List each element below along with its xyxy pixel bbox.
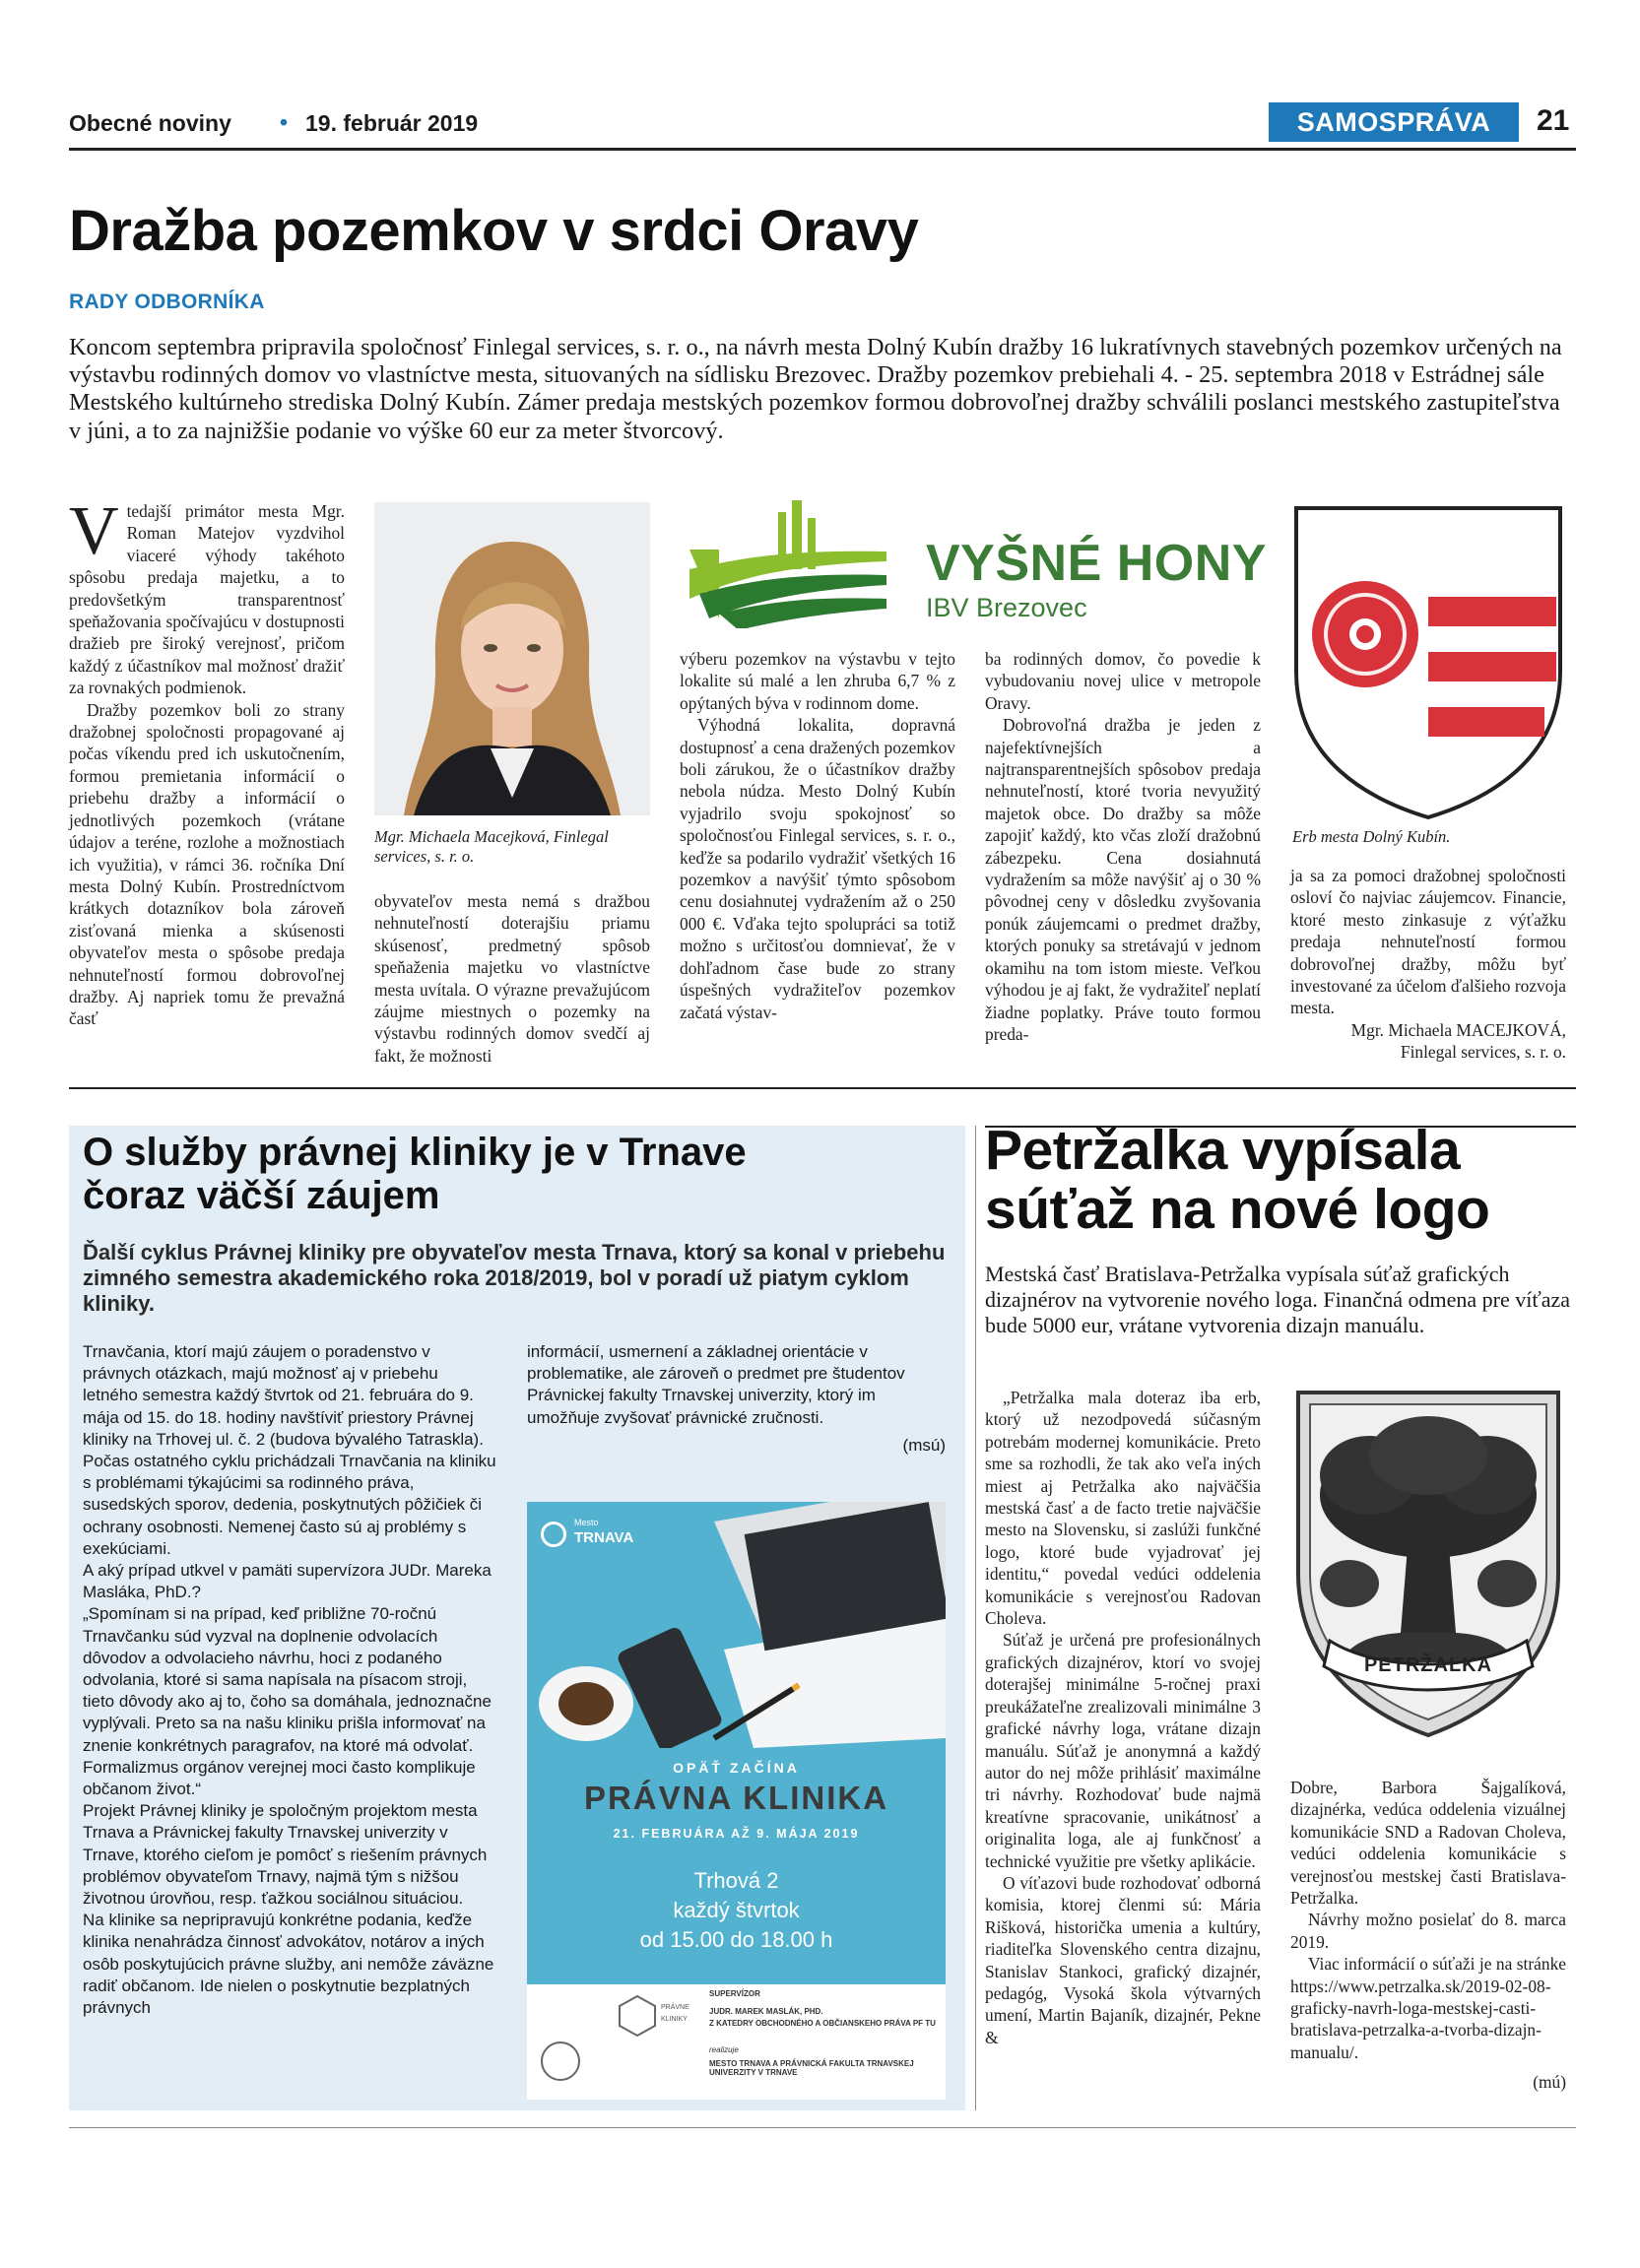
article2-signature: (msú)	[902, 1435, 946, 1455]
poster-realizuje: MESTO TRNAVA A PRÁVNICKÁ FAKULTA TRNAVSKEJ UNIVERZITY V TRNAVE	[709, 2059, 914, 2077]
petrzalka-crest	[1290, 1387, 1566, 1741]
article1-col5-p1: ja sa za pomoci dražobnej spoločnosti osloví čo najviac záujemcov. Financie, ktoré mesto zinkasuje z výťažku predaja nehnuteľností formou dobrovoľnej dražby, môžu byť investované za účelom ďalšieho rozvoja mesta.	[1290, 866, 1566, 1018]
paper-name: Obecné noviny	[69, 110, 231, 136]
article2-title-line1: O služby právnej kliniky je v Trnave	[83, 1131, 747, 1174]
vysne-hony-title: VYŠNÉ HONY	[926, 535, 1267, 592]
article2-lead: Ďalší cyklus Právnej kliniky pre obyvateľov mesta Trnava, ktorý sa konal v priebehu zimného semestra akademického roka 2018/2019, bol v poradí už piatym cyklom kliniky.	[83, 1240, 946, 1316]
poster-day: každý štvrtok	[673, 1898, 800, 1922]
article1-col1-p1: tedajší primátor mesta Mgr. Roman Matejov vyzdvihol viaceré výhody takéhoto spôsobu predaja majetku, a to predovšetkým transparentnosť speňažovania spočívajúcu v dostupnosti dražieb pre široký verejnosť, pričom každý z účastníkov mal možnosť dražiť za rovnakých podmienok.	[69, 501, 345, 698]
article3-column-2	[1290, 1777, 1566, 2094]
header-rule	[69, 148, 1576, 151]
article3-col2-p3: Viac informácií o súťaži je na stránke https://www.petrzalka.sk/2019-02-08-graficky-navrh-loga-mestskej-casti-bratislava-petrzalka-a-tvorba-dizajn-manualu/.	[1290, 1954, 1566, 2062]
trnava-crest-icon	[541, 1522, 566, 1547]
article3-title-line2: súťaž na nové logo	[985, 1178, 1490, 1241]
article2-col1-p3: A aký prípad utkvel v pamäti supervízora JUDr. Mareka Masláka, PhD.?	[83, 1561, 492, 1602]
pravne-kliniky-logo	[618, 1994, 687, 2043]
article1-col3-p2: Výhodná lokalita, dopravná dostupnosť a cena dražených pozemkov boli zárukou, že o účastníkov dražby nebola núdza. Mesto Dolný Kubín vyjadrilo svoju spokojnosť so spoločnosťou Finlegal services, s. r. o., keďže sa podarilo vydražiť všetkých 16 pozemkov a navýšiť týmto spôsobom cenu dosiahnutej vydražením až o 250 000 €. Vďaka tejto spolupráci sa totiž možno s určitosťou domnievať, že v dohľadnom čase bude zo strany úspešných vydražiteľov pozemkov začatá výstav-	[680, 715, 955, 1022]
article2-col1-p4: „Spomínam si na prípad, keď približne 70-ročnú Trnavčanku súd vyzval na doplnenie odvolacích dôvodov a odvolacieho návrhu, hoci z podaného odvolania, ktoré si sama napísala na písacom stroji, tieto dôvody ako aj to, čoho sa domáhala, jednoznačne vyplývali. Preto sa na našu kliniku prišla informovať na znenie konkrétnych paragrafov, na ktoré má odvolať. Formalizmus orgánov verejnej moci často komplikuje občanom život.“	[83, 1604, 492, 1799]
page-number: 21	[1537, 104, 1570, 137]
header-bullet: •	[280, 109, 289, 135]
article3-col1-p2: Súťaž je určená pre profesionálnych grafických dizajnérov, ktorí vo svojej doterajšej minimálne 5-ročnej praxi preukážateľne zrealizovali minimálne 3 grafické návrhy loga, vrátane dizajn manuálu. Súťaž je anonymná a každý autor do nej môže prihlásiť maximálne tri návrhy. Rozhodovať bude najmä kreatívne spracovanie, unikátnosť a originalita loga, ale aj funkčnosť a technické využitie pre všetky aplikácie.	[985, 1630, 1261, 1871]
article2-col1-p2: Počas ostatného cyklu prichádzali Trnavčania na kliniku s problémami týkajúcimi sa rodinného práva, susedských sporov, dedenia, poskytnutých pôžičiek či ochrany osobnosti. Nemenej často sú aj problémy s exekúciami.	[83, 1452, 496, 1558]
portrait-photo	[374, 502, 650, 815]
vysne-hony-logo	[680, 500, 1271, 628]
article1-col3-p1: výberu pozemkov na výstavbu v tejto lokalite sú malé a len zhruba 6,7 % z opýtaných býva v rodinnom dome.	[680, 649, 955, 713]
article2-column-2	[527, 1341, 946, 1457]
article3-column-1	[985, 1387, 1261, 2048]
article2-col1-p1: Trnavčania, ktorí majú záujem o poradenstvo v právnych otázkach, majú možnosť aj v priebehu letného semestra každý štvrtok od 21. februára do 9. mája od 15. do 18. hodiny navštíviť priestory Právnej kliniky na Trhovej ul. č. 2 (budova bývalého Tatraskla).	[83, 1342, 484, 1449]
dropcap: V	[69, 493, 119, 569]
poster-supervizor-label: SUPERVÍZOR	[709, 1989, 760, 1998]
article3-col1-p1: „Petržalka mala doteraz iba erb, ktorý už nezodpovedá súčasným potrebám modernej komunikácie. Preto sme sa rozhodli, že tak ako veľa iných miest aj Petržalka ako najväčšia mestská časť a de facto tretie najväčšie mesto na Slovensku, si zaslúži funkčné logo, ktoré bude vyjadrovať jej identitu,“ povedal vedúci oddelenia komunikácie s verejnosťou Radovan Choleva.	[985, 1388, 1261, 1629]
article2-column-1	[83, 1341, 496, 2019]
article1-column-5	[1290, 865, 1566, 1064]
issue-date: 19. február 2019	[305, 110, 479, 136]
article1-title: Dražba pozemkov v srdci Oravy	[69, 199, 919, 263]
poster-realizuje-label: realizuje	[709, 2045, 739, 2054]
article3-title-line1: Petržalka vypísala	[985, 1119, 1461, 1182]
article3-title	[985, 1121, 1489, 1239]
poster-title: PRÁVNA KLINIKA	[583, 1780, 889, 1816]
article3-col2-p1: Dobre, Barbora Šajgalíková, dizajnérka, vedúca oddelenia vizuálnej komunikácie SND a Radovan Choleva, vedúci oddelenia komunikácie s verejnosťou mestskej časti Bratislava-Petržalka.	[1290, 1778, 1566, 1909]
article1-column-2	[374, 890, 650, 1067]
photo-caption: Mgr. Michaela Macejková, Finlegal services, s. r. o.	[374, 827, 609, 866]
article2-title	[83, 1131, 747, 1217]
section-divider	[69, 1087, 1576, 1089]
poster-opat: OPÄŤ ZAČÍNA	[673, 1760, 800, 1776]
poster-place: Trhová 2	[693, 1868, 779, 1893]
article1-column-4	[985, 648, 1261, 1045]
poster-city: TRNAVA	[574, 1529, 634, 1546]
page-header	[69, 106, 1576, 146]
article-vertical-divider	[975, 1126, 976, 2110]
article3-signature: (mú)	[1533, 2072, 1566, 2093]
pravne-kliniky-text1: PRÁVNE	[661, 2004, 689, 2011]
article2-col1-p6: Na klinike sa nepripravujú konkrétne podania, keďže klinika nenahrádza činnosť advokátov, notárov a iných osôb poskytujúcich právne služby, ani nemôže záväzne radiť občanom. Ide nielen o poskytnutie bezplatných právnych	[83, 1911, 494, 2018]
article1-column-1	[69, 493, 345, 1030]
article3-col1-p3: O víťazovi bude rozhodovať odborná komisia, ktorej členmi sú: Mária Rišková, historička umenia a kultúry, riaditeľka Slovenského centra dizajnu, Stanislav Stankoci, grafický dizajnér, pedagóg, Vysoká škola výtvarných umení, Martin Bajaník, dizajnér, Pekne &	[985, 1872, 1261, 2047]
poster-katedra: Z KATEDRY OBCHODNÉHO A OBČIANSKEHO PRÁVA PF TU	[709, 2019, 936, 2028]
poster-supervizor: JUDR. MAREK MASLÁK, PHD.	[709, 2007, 823, 2016]
poster-city-small: Mesto	[574, 1518, 599, 1527]
article2-title-line2: čoraz väčší záujem	[83, 1174, 440, 1217]
poster-time: od 15.00 do 18.00 h	[639, 1927, 833, 1952]
section-label: SAMOSPRÁVA	[1269, 102, 1519, 142]
article1-column-3	[680, 648, 955, 1023]
vysne-hony-emblem	[680, 500, 896, 628]
crest-caption: Erb mesta Dolný Kubín.	[1292, 827, 1451, 846]
article1-col1-p2: Dražby pozemkov boli zo strany dražobnej spoločnosti propagované aj počas víkendu pred ich uskutočnením, formou premietania informácií o priebehu dražby a informácií o jednotlivých pozemkoch (vrátane údajov a teréne, rozlohe a možnostiach ich využitia), v rámci 36. ročníka Dní mesta Dolný Kubín. Prostredníctvom krátkych dotazníkov bola zároveň zisťovaná mienka a skúsenosti obyvateľov mesta o spôsobe predaja nehnuteľností formou dobrovoľnej dražby. Aj napriek tomu že prevažná časť	[69, 699, 345, 1029]
dolny-kubin-crest	[1290, 504, 1566, 821]
vysne-hony-subtitle: IBV Brezovec	[926, 593, 1087, 622]
article2-col1-p5: Projekt Právnej kliniky je spoločným projektom mesta Trnava a Právnickej fakulty Trnavskej univerzity v Trnave, ktorého cieľom je pomôcť s riešením právnych problémov obyvateľom Trnavy, najmä tým s nižšou životnou úrovňou, resp. ťažkou sociálnou situáciou.	[83, 1801, 488, 1909]
article1-col4-p2: Dobrovoľná dražba je jeden z najefektívnejších a najtransparentnejších spôsobov predaja nehnuteľností, ktoré tvoria nevyužitý majetok obce. Do dražby sa môže zapojiť každý, kto včas zloží dražobnú zábezpeku. Cena dosiahnutá vydražením sa môže navýšiť aj o 30 % pôvodnej ceny v dôsledku zvyšovania ponúk záujemcami o predmet dražby, ktorých ponuky sa stretávajú v jednom okamihu na tom istom mieste. Veľkou výhodou je aj fakt, že vydražiteľ neplatí žiadne poplatky. Práve touto formou preda-	[985, 715, 1261, 1044]
article1-col4-p1: ba rodinných domov, čo povedie k vybudovaniu novej ulice v metropole Oravy.	[985, 649, 1261, 713]
article3-lead: Mestská časť Bratislava-Petržalka vypísala súťaž grafických dizajnérov na vytvorenie nového loga. Finančná odmena pre víťaza bude 5000 eur, vrátane vytvorenia dizajn manuálu.	[985, 1262, 1571, 1338]
article1-signature-company: Finlegal services, s. r. o.	[1400, 1042, 1566, 1063]
article1-kicker: RADY ODBORNÍKA	[69, 291, 265, 313]
hexagon-icon	[618, 1994, 657, 2038]
article1-signature-name: Mgr. Michaela MACEJKOVÁ,	[1350, 1019, 1566, 1040]
petrzalka-crest-label: PETRŽALKA	[1363, 1654, 1493, 1676]
pravne-kliniky-text2: KLINIKY	[661, 2016, 688, 2023]
pravna-klinika-poster	[527, 1502, 946, 2100]
article3-col2-p2: Návrhy možno posielať do 8. marca 2019.	[1290, 1910, 1566, 1952]
article2-col2-p1: informácií, usmernení a základnej orientácie v problematike, ale zároveň o predmet pre študentov Právnickej fakulty Trnavskej univerzity, ktorý im umožňuje zvyšovať právnické zručnosti.	[527, 1342, 905, 1427]
university-seal-icon	[541, 2041, 580, 2081]
article1-lead: Koncom septembra pripravila spoločnosť Finlegal services, s. r. o., na návrh mesta Dolný Kubín dražby 16 lukratívnych stavebných pozemkov určených na výstavbu rodinných domov vo vlastníctve mesta, situovaných na sídlisku Brezovec. Dražby pozemkov prebiehali 4. - 25. septembra 2018 v Estrádnej sále Mestského kultúrneho strediska Dolný Kubín. Zámer predaja mestských pozemkov formou dobrovoľnej dražby schválili poslanci mestského zastupiteľstva v júni, a to za najnižšie podanie vo výške 60 eur za meter štvorcový.	[69, 334, 1562, 444]
article1-col2-p1: obyvateľov mesta nemá s dražbou nehnuteľností doterajšiu priamu skúsenosť, predmetný spôsob speňaženia majetku vo vlastníctve mesta uvítala. O výrazne prevažujúcom záujme miestnych o pozemky na výstavbu rodinných domov svedčí aj fakt, že možnosti	[374, 891, 650, 1066]
poster-city-logo	[541, 1516, 649, 1555]
footer-rule	[69, 2127, 1576, 2128]
poster-dates: 21. FEBRUÁRA AŽ 9. MÁJA 2019	[613, 1827, 860, 1841]
